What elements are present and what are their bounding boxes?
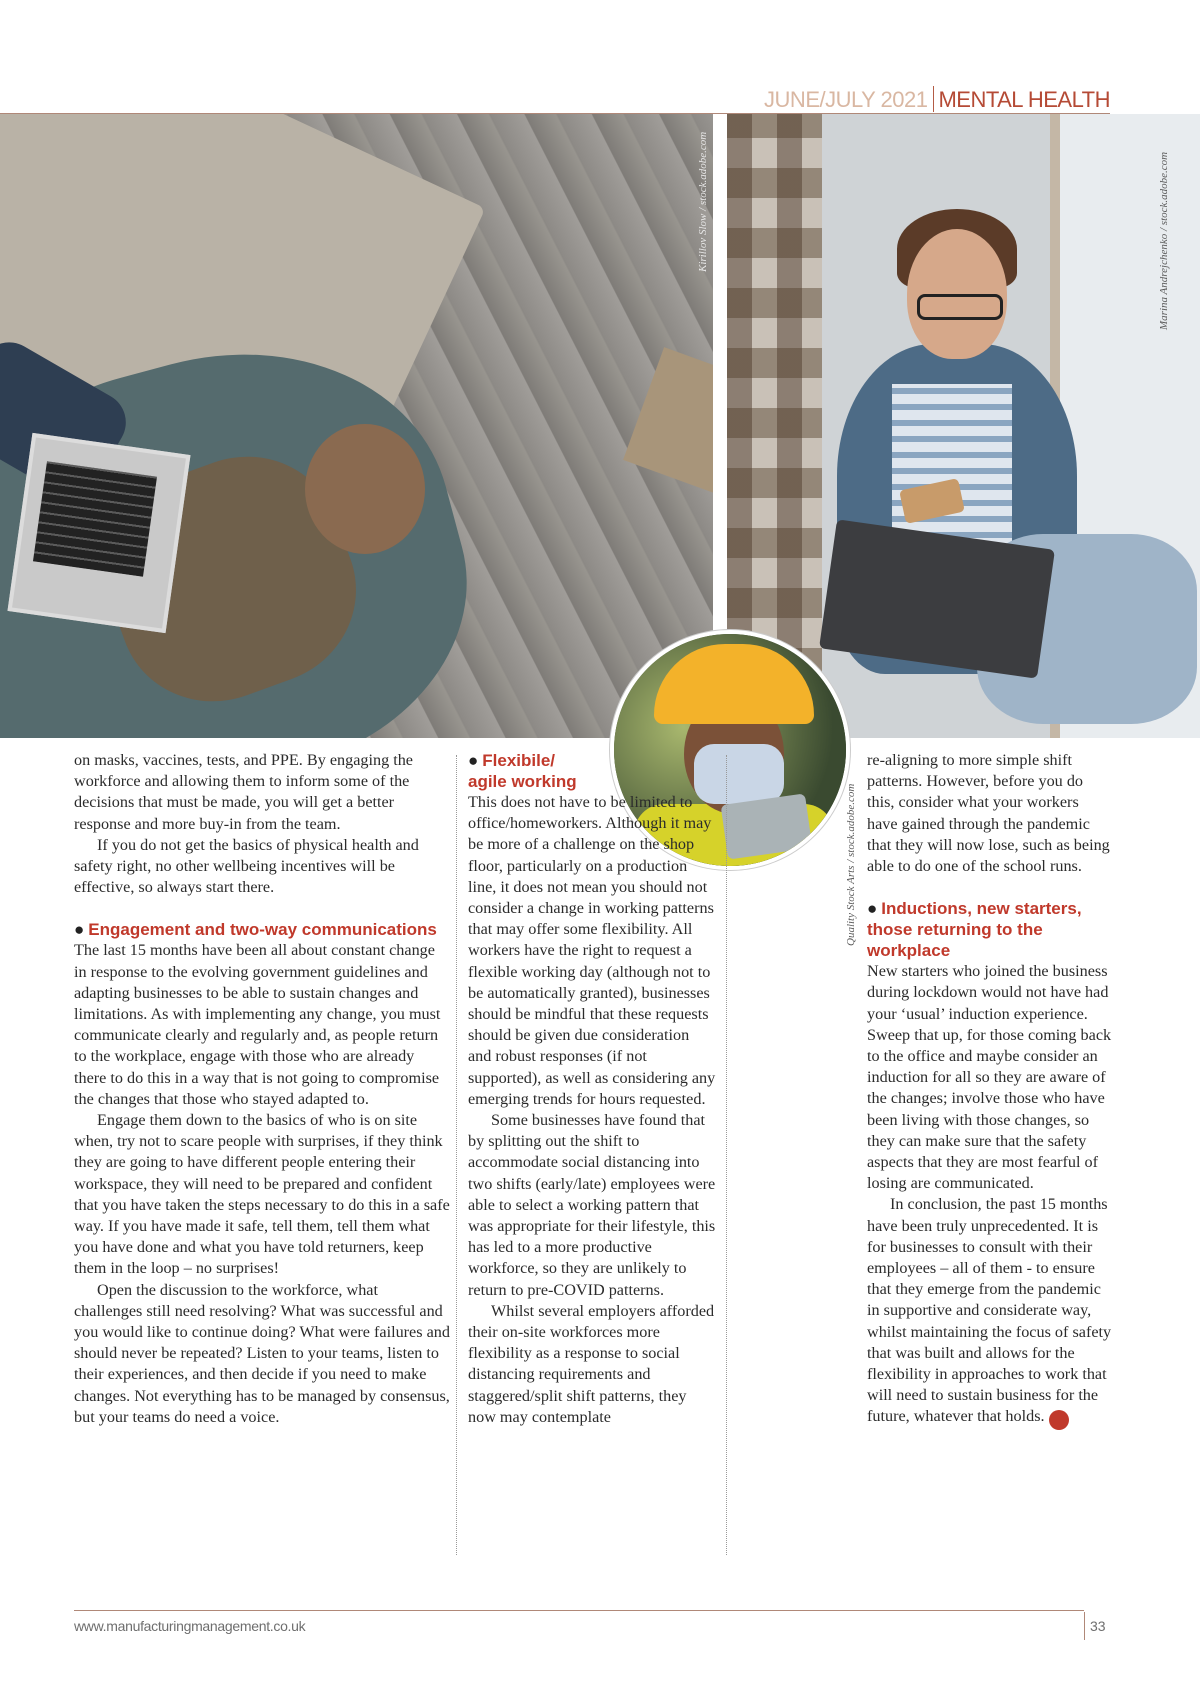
subheading [867, 898, 1112, 961]
paragraph: If you do not get the basics of physical health and safety right, no other wellbeing incentives will be effective, so always start there. [74, 835, 419, 897]
photo-tablet [721, 793, 813, 859]
paragraph [867, 1194, 1112, 1430]
paragraph: Some businesses have found that by splitting out the shift to accommodate social distancing into two shifts (early/late) employees were able to select a working pattern that was appropriate for their lifestyle, this has led to a more productive workforce, so they are unlikely to return to pre-COVID patterns. [468, 1111, 716, 1299]
paragraph: on masks, vaccines, tests, and PPE. By engaging the workforce and allowing them to inform some of the decisions that must be made, you will get a better response and more buy-in from the team. [74, 751, 413, 833]
paragraph-text: In conclusion, the past 15 months have been truly unprecedented. It is for businesses to consult with their employees – all of them - to ensure that they emerge from the pandemic in supportive and considerate way, whilst maintaining the focus of safety that was built and allows for the flexibility in approaches to work that will need to sustain business for the future, whatever that holds. [867, 1195, 1112, 1426]
photo-credit: Marina Andrejchenko / stock.adobe.com [1158, 151, 1170, 330]
column-divider [726, 755, 727, 1555]
bullet-icon: ● [74, 920, 85, 940]
subheading-text: Flexibile/ agile working [468, 751, 577, 791]
bullet-icon: ● [867, 899, 878, 919]
footer-divider [1084, 1612, 1085, 1640]
page-header [764, 86, 1110, 113]
subheading-text: Inductions, new starters, those returning to the workplace [867, 899, 1082, 961]
photo-man-with-laptop [0, 114, 713, 738]
issue-date: JUNE/JULY 2021 [764, 87, 928, 112]
bullet-icon: ● [468, 751, 479, 770]
subheading [468, 750, 598, 792]
photo-glasses [917, 294, 1003, 320]
header-divider [933, 86, 934, 112]
photo-credit: Quality Stock Arts / stock.adobe.com [845, 783, 857, 946]
paragraph: Whilst several employers afforded their on-site workforces more flexibility as a response to social distancing requirements and staggered/split shift patterns, they now may contemplate [468, 1301, 715, 1426]
subheading-text: Engagement and two-way communications [88, 920, 437, 940]
mm-logo-icon: M [1049, 1410, 1069, 1430]
photo-credit: Kirillov Slow / stock.adobe.com [697, 131, 709, 272]
photo-mat [623, 347, 713, 501]
paragraph: The last 15 months have been all about constant change in response to the evolving government guidelines and adapting businesses to be able to sustain changes and limitations. As with implementing any change, you must communicate clearly and regularly and, as people return to the workplace, engage with those who are already there to do this in a way that is not going to compromise the changes that those who stayed adapted to. [74, 941, 441, 1108]
footer-url: www.manufacturingmanagement.co.uk [74, 1618, 306, 1634]
paragraph: Open the discussion to the workforce, what challenges still need resolving? What was successful and you would like to continue doing? What were failures and should never be repeated? Listen to your teams, listen to their experiences, and then decide if you need to make changes. Not everything has to be managed by consensus, but your teams do need a voice. [74, 1280, 450, 1426]
subheading [74, 919, 450, 940]
article-column-2 [468, 750, 716, 1428]
section-title: MENTAL HEALTH [938, 87, 1110, 112]
article-column-3 [867, 750, 1112, 1430]
page-number: 33 [1090, 1618, 1106, 1634]
photo-keyboard [33, 461, 157, 576]
footer-rule [74, 1610, 1084, 1611]
column-divider [456, 755, 457, 1555]
paragraph: re-aligning to more simple shift patterns. However, before you do this, consider what your workers have gained through the pandemic that they will now lose, such as being able to do one of the school runs. [867, 751, 1110, 876]
article-column-1 [74, 750, 450, 1428]
paragraph: New starters who joined the business during lockdown would not have had your ‘usual’ induction experience. Sweep that up, for those coming back to the office and maybe consider an induction for all so they are aware of the changes; involve those who have been living with those changes, so they can make sure that the safety aspects that they are most fearful of losing are communicated. [867, 962, 1112, 1193]
paragraph: Engage them down to the basics of who is on site when, try not to scare people with surprises, if they think they are going to have different people entering their workspace, they will need to be prepared and confident that you have taken the steps necessary to do this in a safe way. If you have made it safe, tell them, tell them what you have done and what you have told returners, keep them in the loop – no surprises! [74, 1111, 450, 1278]
paragraph: This does not have to be limited to office/homeworkers. Although it may be more of a challenge on the shop floor, particularly on a production line, it does not mean you should not consider a change in working patterns that may offer some flexibility. All workers have the right to request a flexible working day (although not to be automatically granted), businesses should be mindful that these requests should be given due consideration and robust responses (if not supported), as well as considering any emerging trends for hours requested. [468, 793, 716, 1108]
photo-head [305, 424, 425, 554]
